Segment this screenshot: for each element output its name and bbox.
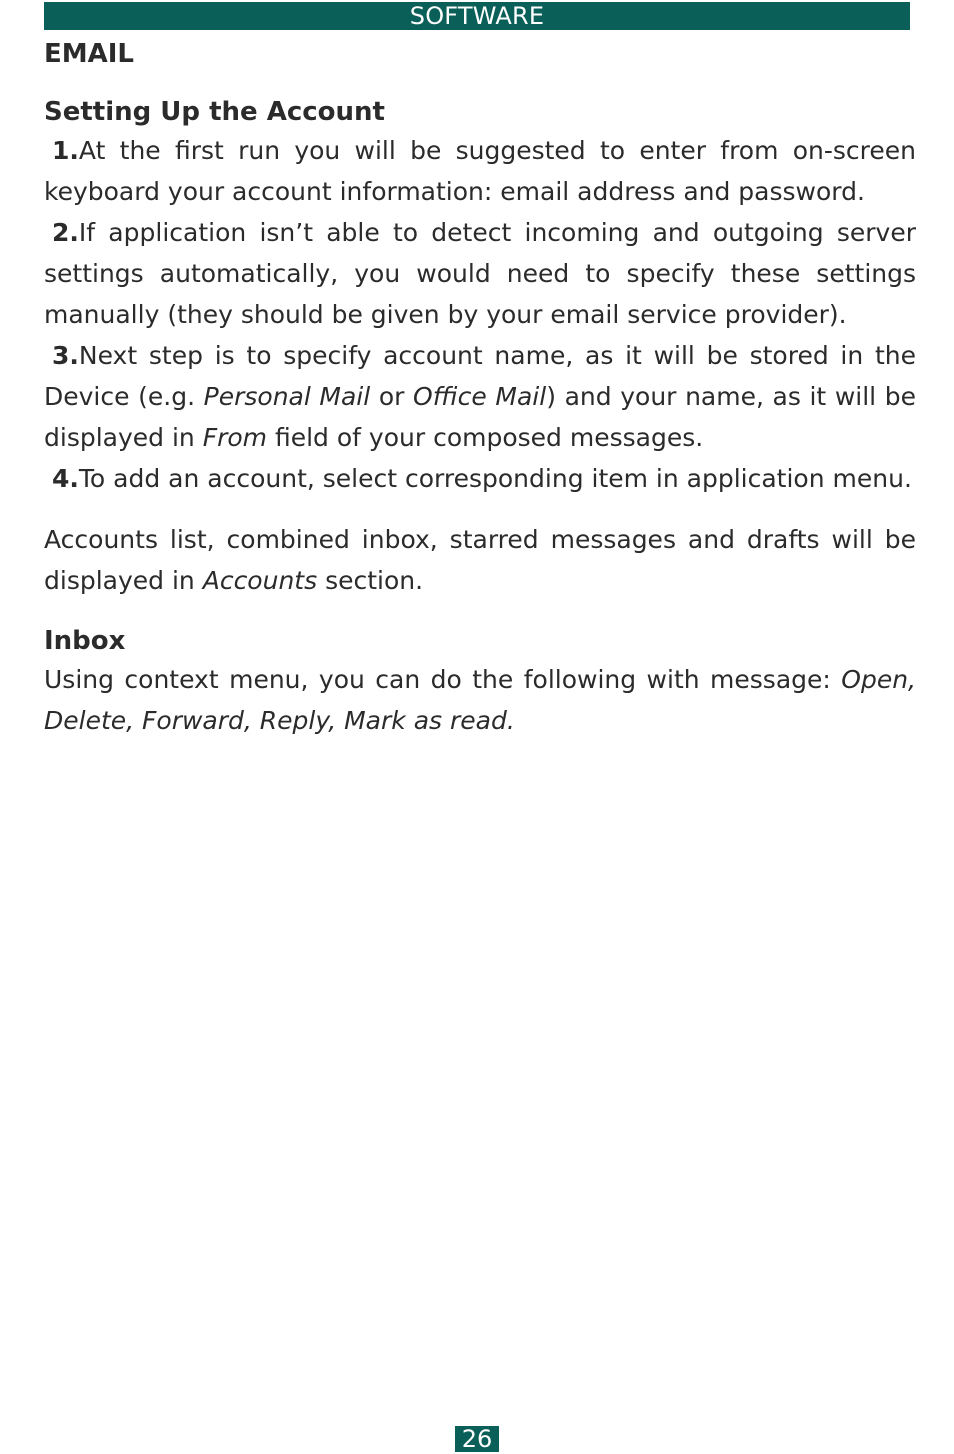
step-text: field of your composed messages. bbox=[267, 423, 704, 452]
example-office-mail: Office Mail bbox=[413, 382, 547, 411]
step-number: 3. bbox=[52, 341, 79, 370]
header-bar bbox=[44, 2, 910, 30]
step-number: 4. bbox=[52, 464, 79, 493]
step-text: ) and your name, as it will be displayed in bbox=[44, 382, 916, 452]
setup-step-1 bbox=[44, 130, 916, 212]
page-content bbox=[44, 36, 916, 741]
step-text: At the first run you will be suggested to enter from on-screen keyboard your account information: email address and password. bbox=[44, 136, 916, 206]
step-text: If application isn’t able to detect incoming and outgoing server settings automatically, you would need to specify these settings manually (they should be given by your email service provider). bbox=[44, 218, 916, 329]
section-title: EMAIL bbox=[44, 39, 134, 69]
setup-step-3 bbox=[44, 335, 916, 458]
inbox-heading: Inbox bbox=[44, 626, 126, 656]
accounts-term: Accounts bbox=[202, 566, 318, 595]
setup-heading: Setting Up the Account bbox=[44, 97, 385, 127]
step-number: 2. bbox=[52, 218, 79, 247]
setup-step-4 bbox=[44, 458, 916, 499]
from-field-term: From bbox=[202, 423, 268, 452]
page-number bbox=[455, 1426, 499, 1452]
step-text: Next step is to specify account name, as it will be stored in the Device (e.g. bbox=[44, 341, 916, 411]
step-text: To add an account, select corresponding item in application menu. bbox=[78, 464, 912, 493]
setup-step-2 bbox=[44, 212, 916, 335]
page-number-label: 26 bbox=[461, 1425, 493, 1453]
inbox-paragraph bbox=[44, 659, 916, 741]
accounts-paragraph bbox=[44, 519, 916, 601]
header-label: SOFTWARE bbox=[409, 2, 545, 30]
accounts-text-end: section. bbox=[317, 566, 424, 595]
example-personal-mail: Personal Mail bbox=[203, 382, 371, 411]
step-number: 1. bbox=[52, 136, 79, 165]
inbox-text: Using context menu, you can do the following with message: bbox=[44, 665, 842, 694]
step-text: or bbox=[370, 382, 414, 411]
accounts-text: Accounts list, combined inbox, starred messages and drafts will be displayed in bbox=[44, 525, 916, 595]
inbox-actions: Open, Delete, Forward, Reply, Mark as read. bbox=[44, 665, 916, 735]
